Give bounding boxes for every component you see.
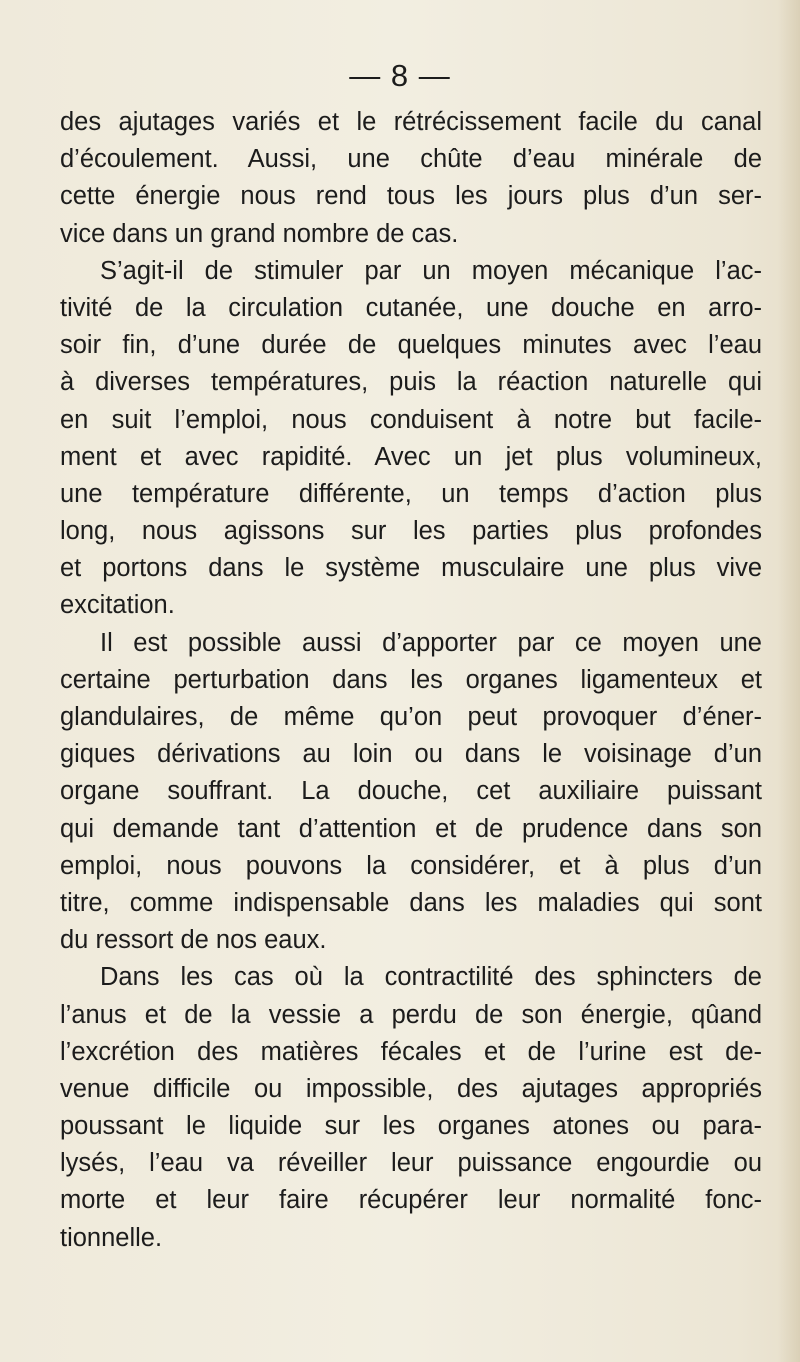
text-line: tionnelle. bbox=[60, 1223, 163, 1252]
text-line: morte et leur faire récupérer leur normalité fonc- bbox=[60, 1186, 762, 1215]
paragraph bbox=[60, 625, 762, 960]
text-line: glandulaires, de même qu’on peut provoquer d’éner- bbox=[60, 703, 762, 731]
text-line: vice dans un grand nombre de cas. bbox=[60, 219, 459, 248]
text-line: giques dérivations au loin ou dans le voisinage d’un bbox=[60, 740, 762, 769]
text-line: lysés, l’eau va réveiller leur puissance engourdie ou bbox=[60, 1149, 762, 1178]
text-line: en suit l’emploi, nous conduisent à notre but facile- bbox=[60, 405, 762, 434]
text-line: venue difficile ou impossible, des ajutages appropriés bbox=[60, 1074, 762, 1103]
text-line: l’excrétion des matières fécales et de l’urine est de- bbox=[60, 1037, 762, 1066]
page-number: — 8 — bbox=[349, 58, 451, 93]
text-line: long, nous agissons sur les parties plus profondes bbox=[60, 517, 762, 546]
page-edge-shadow bbox=[778, 0, 800, 1362]
text-line: des ajutages variés et le rétrécissement facile du canal bbox=[60, 108, 762, 136]
text-line: titre, comme indispensable dans les maladies qui sont bbox=[60, 888, 762, 917]
text-line: excitation. bbox=[60, 591, 175, 620]
text-line: certaine perturbation dans les organes ligamenteux et bbox=[60, 665, 762, 694]
text-line: tivité de la circulation cutanée, une douche en arro- bbox=[60, 293, 762, 322]
text-line: Il est possible aussi d’apporter par ce moyen une bbox=[100, 628, 762, 657]
text-line: à diverses températures, puis la réaction naturelle qui bbox=[60, 368, 762, 397]
text-line: et portons dans le système musculaire une plus vive bbox=[60, 554, 762, 583]
paragraph bbox=[60, 104, 762, 253]
paragraph bbox=[60, 253, 762, 625]
text-line: d’écoulement. Aussi, une chûte d’eau minérale de bbox=[60, 145, 762, 174]
text-line: l’anus et de la vessie a perdu de son énergie, qûand bbox=[60, 1000, 762, 1029]
text-line: ment et avec rapidité. Avec un jet plus volumineux, bbox=[60, 442, 762, 471]
text-line: cette énergie nous rend tous les jours plus d’un ser- bbox=[60, 182, 762, 211]
text-line: emploi, nous pouvons la considérer, et à plus d’un bbox=[60, 851, 762, 880]
text-line: poussant le liquide sur les organes atones ou para- bbox=[60, 1112, 762, 1141]
text-line: organe souffrant. La douche, cet auxiliaire puissant bbox=[60, 777, 762, 806]
text-line: S’agit-il de stimuler par un moyen mécanique l’ac- bbox=[100, 256, 762, 285]
text-line: soir fin, d’une durée de quelques minutes avec l’eau bbox=[60, 331, 762, 360]
paragraph bbox=[60, 959, 762, 1257]
text-line: qui demande tant d’attention et de prudence dans son bbox=[60, 814, 762, 843]
text-line: une température différente, un temps d’action plus bbox=[60, 479, 762, 508]
text-line: Dans les cas où la contractilité des sphincters de bbox=[100, 963, 762, 992]
text-line: du ressort de nos eaux. bbox=[60, 926, 327, 955]
body-text bbox=[60, 104, 762, 1257]
